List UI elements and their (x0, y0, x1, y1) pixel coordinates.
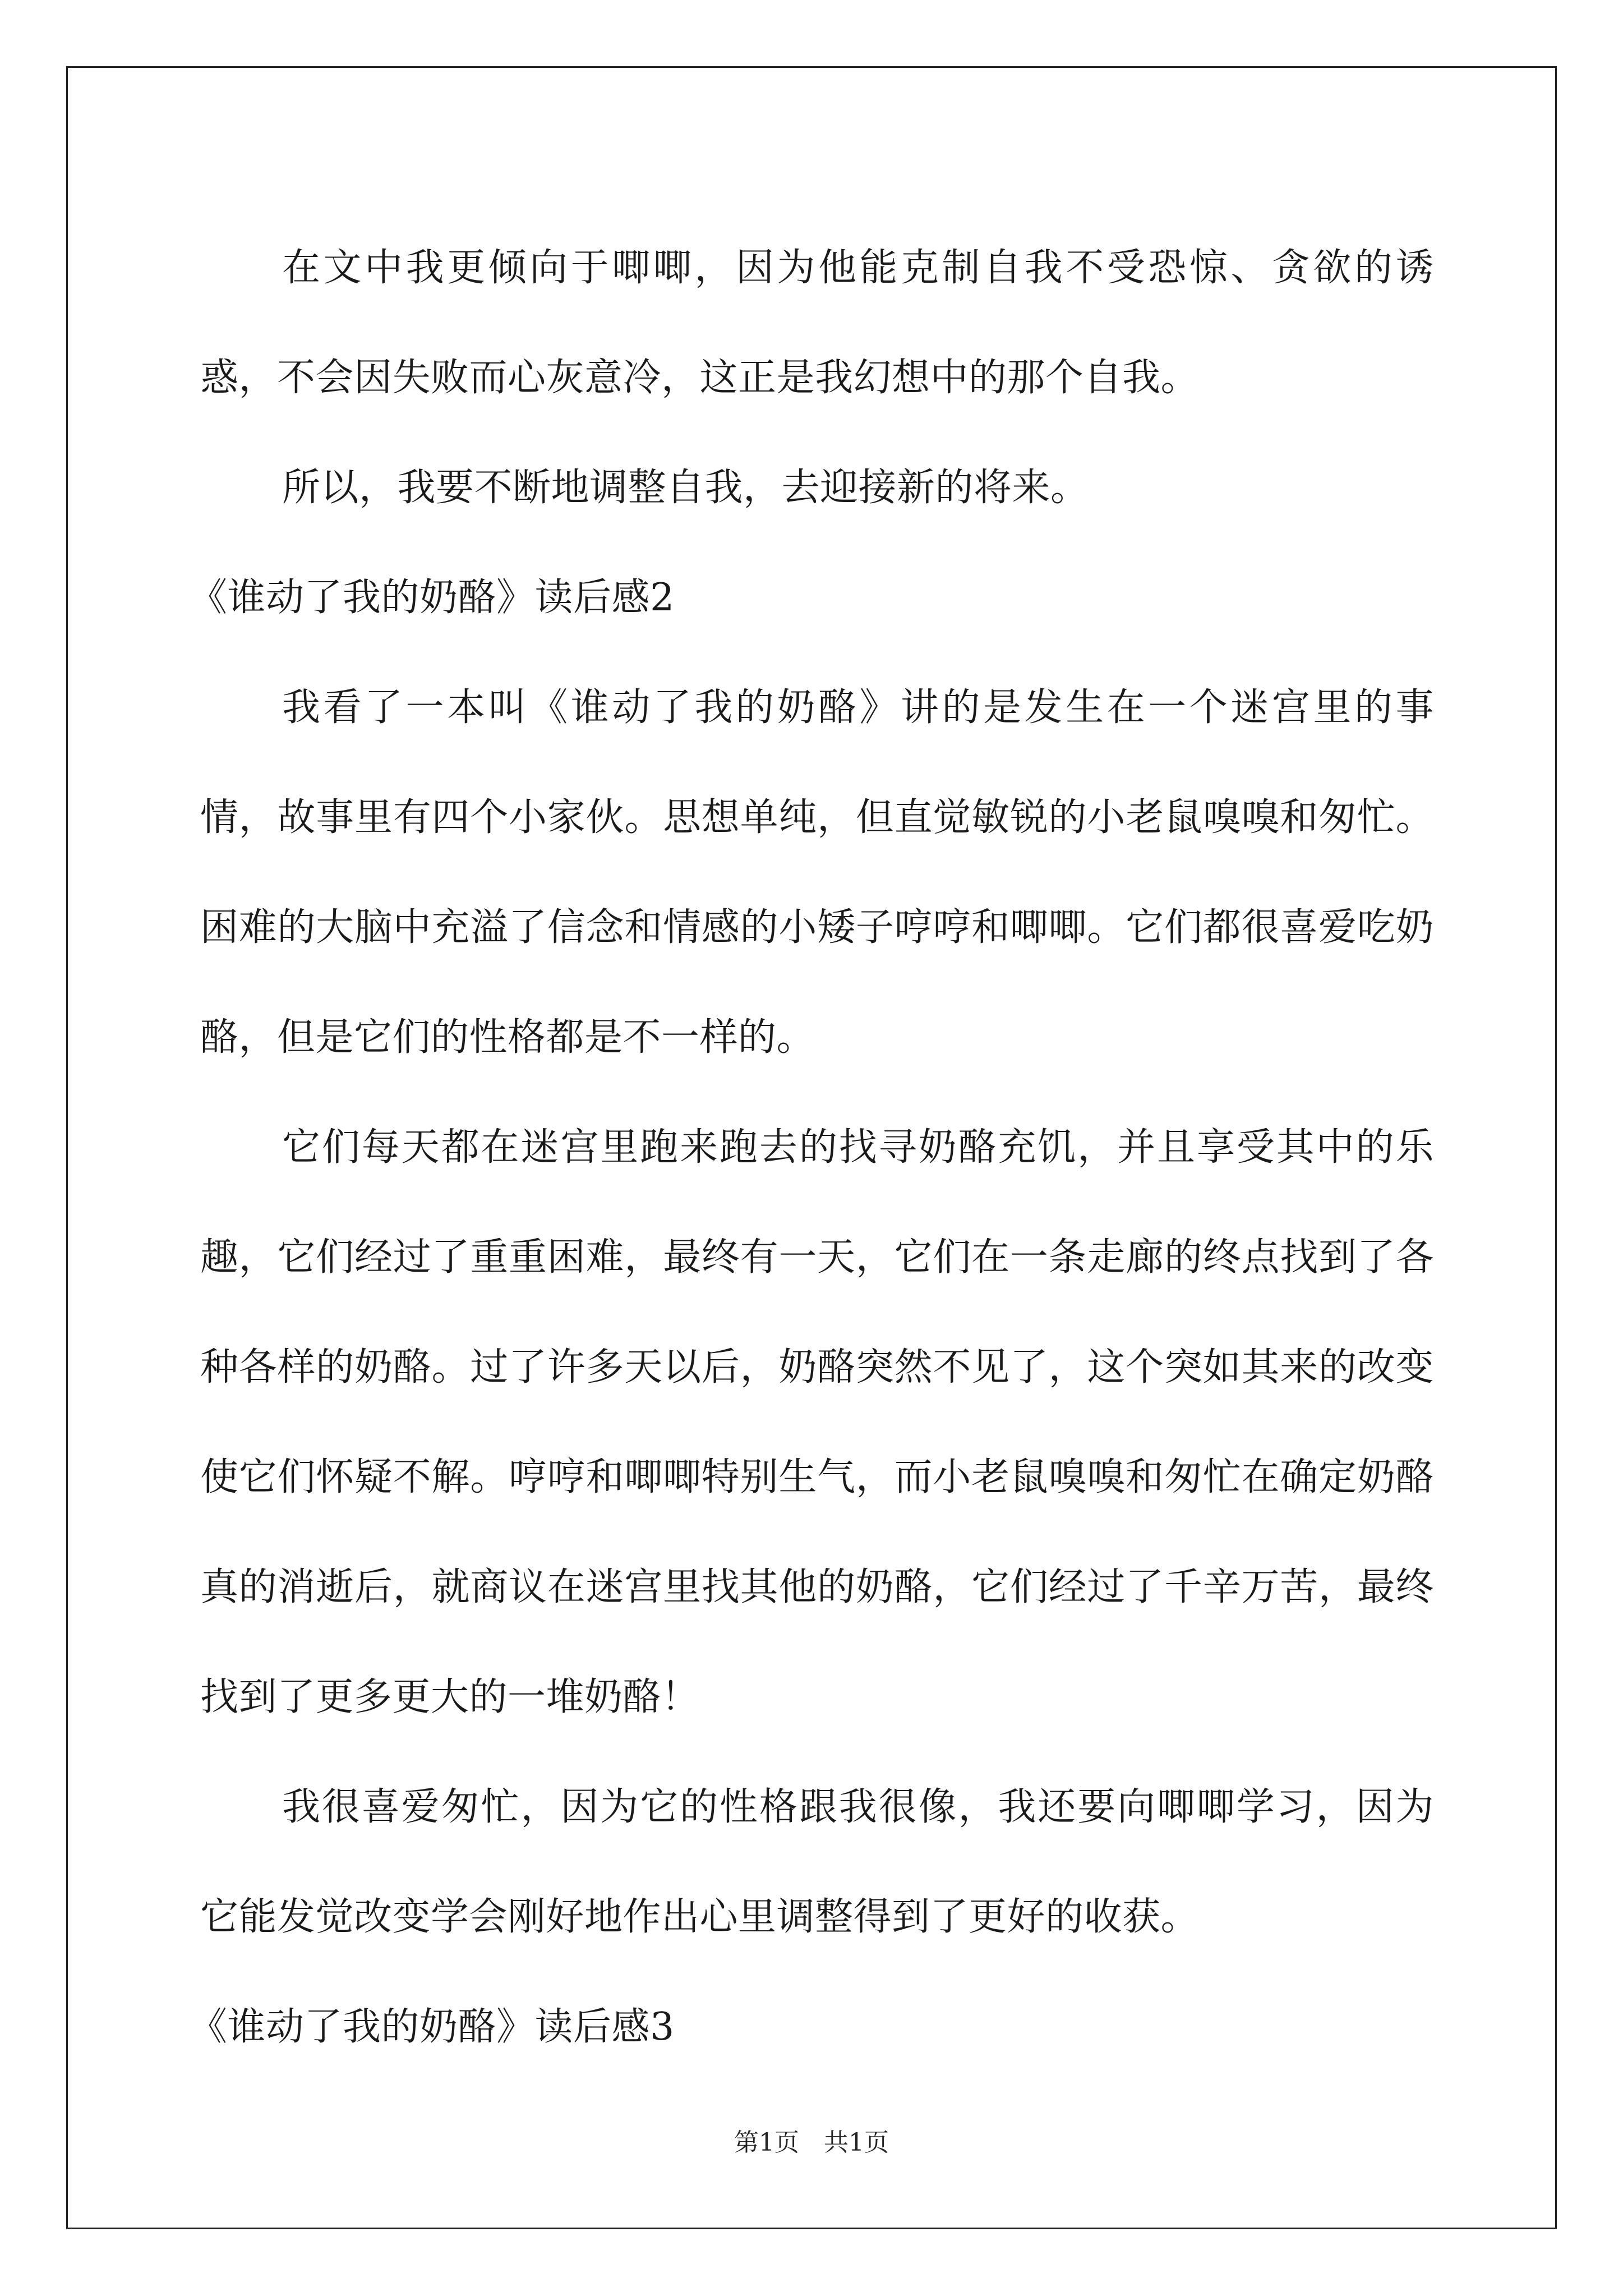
section-heading: 《谁动了我的奶酪》读后感2 (189, 576, 675, 620)
paragraph: 我看了一本叫《谁动了我的奶酪》讲的是发生在一个迷宫里的事情，故事里有四个小家伙。思想单纯，但直觉敏锐的小老鼠嗅嗅和匆忙。困难的大脑中充溢了信念和情感的小矮子哼哼和唧唧。它们都很喜爱吃奶酪，但是它们的性格都是不一样的。 (200, 685, 1434, 1060)
section-heading: 《谁动了我的奶酪》读后感3 (189, 2005, 675, 2049)
paragraph: 在文中我更倾向于唧唧，因为他能克制自我不受恐惊、贪欲的诱惑，不会因失败而心灰意冷，这正是我幻想中的那个自我。 (200, 246, 1434, 400)
paragraph: 所以，我要不断地调整自我，去迎接新的将来。 (282, 466, 1089, 510)
document-body (189, 213, 1434, 2082)
paragraph: 它们每天都在迷宫里跑来跑去的找寻奶酪充饥，并且享受其中的乐趣，它们经过了重重困难，最终有一天，它们在一条走廊的终点找到了各种各样的奶酪。过了许多天以后，奶酪突然不见了，这个突如其来的改变使它们怀疑不解。哼哼和唧唧特别生气，而小老鼠嗅嗅和匆忙在确定奶酪真的消逝后，就商议在迷宫里找其他的奶酪，它们经过了千辛万苦，最终找到了更多更大的一堆奶酪！ (200, 1125, 1434, 1719)
paragraph: 我很喜爱匆忙，因为它的性格跟我很像，我还要向唧唧学习，因为它能发觉改变学会刚好地作出心里调整得到了更好的收获。 (200, 1785, 1434, 1939)
page-number-footer: 第1页 共1页 (734, 2128, 889, 2157)
